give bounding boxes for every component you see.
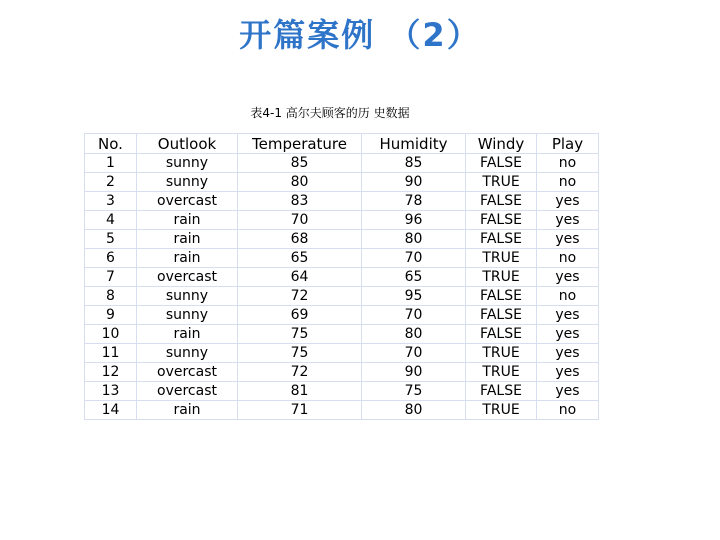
cell-humidity: 80: [362, 401, 466, 420]
cell-temperature: 75: [238, 325, 362, 344]
cell-outlook: rain: [137, 230, 238, 249]
cell-humidity: 80: [362, 325, 466, 344]
column-header-no: No.: [85, 134, 137, 154]
cell-outlook: overcast: [137, 268, 238, 287]
cell-humidity: 90: [362, 173, 466, 192]
cell-temperature: 65: [238, 249, 362, 268]
cell-play: yes: [537, 382, 599, 401]
table-row: [85, 173, 599, 192]
table-row: [85, 249, 599, 268]
cell-no: 10: [85, 325, 137, 344]
cell-play: yes: [537, 230, 599, 249]
cell-temperature: 72: [238, 287, 362, 306]
cell-outlook: overcast: [137, 363, 238, 382]
cell-humidity: 78: [362, 192, 466, 211]
cell-humidity: 85: [362, 154, 466, 173]
cell-temperature: 70: [238, 211, 362, 230]
cell-no: 8: [85, 287, 137, 306]
column-header-play: Play: [537, 134, 599, 154]
table-row: [85, 230, 599, 249]
cell-no: 12: [85, 363, 137, 382]
table-row: [85, 363, 599, 382]
cell-humidity: 95: [362, 287, 466, 306]
cell-windy: FALSE: [466, 192, 537, 211]
table-row: [85, 154, 599, 173]
cell-play: no: [537, 249, 599, 268]
table-header-row: [85, 134, 599, 154]
cell-temperature: 81: [238, 382, 362, 401]
cell-windy: TRUE: [466, 249, 537, 268]
cell-windy: TRUE: [466, 401, 537, 420]
cell-windy: FALSE: [466, 325, 537, 344]
cell-no: 6: [85, 249, 137, 268]
cell-humidity: 70: [362, 344, 466, 363]
cell-play: yes: [537, 325, 599, 344]
cell-play: no: [537, 173, 599, 192]
cell-play: yes: [537, 344, 599, 363]
cell-windy: FALSE: [466, 154, 537, 173]
cell-outlook: sunny: [137, 344, 238, 363]
cell-no: 4: [85, 211, 137, 230]
table-body: [85, 154, 599, 420]
cell-play: yes: [537, 192, 599, 211]
cell-windy: FALSE: [466, 306, 537, 325]
cell-no: 2: [85, 173, 137, 192]
cell-windy: FALSE: [466, 382, 537, 401]
column-header-humidity: Humidity: [362, 134, 466, 154]
cell-outlook: rain: [137, 401, 238, 420]
cell-outlook: sunny: [137, 306, 238, 325]
table-row: [85, 325, 599, 344]
cell-play: yes: [537, 306, 599, 325]
column-header-temperature: Temperature: [238, 134, 362, 154]
cell-temperature: 75: [238, 344, 362, 363]
cell-windy: FALSE: [466, 287, 537, 306]
cell-humidity: 96: [362, 211, 466, 230]
cell-windy: FALSE: [466, 230, 537, 249]
cell-play: no: [537, 287, 599, 306]
cell-no: 13: [85, 382, 137, 401]
cell-play: yes: [537, 363, 599, 382]
cell-humidity: 75: [362, 382, 466, 401]
cell-temperature: 64: [238, 268, 362, 287]
cell-temperature: 83: [238, 192, 362, 211]
cell-outlook: overcast: [137, 192, 238, 211]
cell-no: 5: [85, 230, 137, 249]
table-row: [85, 401, 599, 420]
cell-windy: TRUE: [466, 363, 537, 382]
cell-no: 11: [85, 344, 137, 363]
cell-windy: TRUE: [466, 173, 537, 192]
cell-play: yes: [537, 211, 599, 230]
cell-humidity: 70: [362, 306, 466, 325]
table-row: [85, 287, 599, 306]
cell-temperature: 71: [238, 401, 362, 420]
table-caption: 表4-1 高尔夫顾客的历 史数据: [250, 106, 410, 120]
slide-title: 开篇案例 （2）: [239, 16, 481, 54]
cell-temperature: 72: [238, 363, 362, 382]
column-header-outlook: Outlook: [137, 134, 238, 154]
column-header-windy: Windy: [466, 134, 537, 154]
table-row: [85, 268, 599, 287]
cell-no: 1: [85, 154, 137, 173]
cell-play: yes: [537, 268, 599, 287]
cell-outlook: sunny: [137, 173, 238, 192]
cell-windy: TRUE: [466, 344, 537, 363]
cell-windy: FALSE: [466, 211, 537, 230]
cell-humidity: 90: [362, 363, 466, 382]
table-row: [85, 306, 599, 325]
table-row: [85, 382, 599, 401]
cell-windy: TRUE: [466, 268, 537, 287]
cell-temperature: 85: [238, 154, 362, 173]
cell-outlook: sunny: [137, 154, 238, 173]
cell-outlook: rain: [137, 211, 238, 230]
cell-no: 3: [85, 192, 137, 211]
table-row: [85, 344, 599, 363]
cell-humidity: 80: [362, 230, 466, 249]
cell-temperature: 69: [238, 306, 362, 325]
golf-history-table: [84, 133, 599, 420]
cell-outlook: overcast: [137, 382, 238, 401]
cell-outlook: sunny: [137, 287, 238, 306]
cell-no: 7: [85, 268, 137, 287]
cell-play: no: [537, 401, 599, 420]
table-row: [85, 211, 599, 230]
cell-temperature: 80: [238, 173, 362, 192]
cell-play: no: [537, 154, 599, 173]
cell-no: 14: [85, 401, 137, 420]
cell-humidity: 70: [362, 249, 466, 268]
cell-humidity: 65: [362, 268, 466, 287]
table-row: [85, 192, 599, 211]
cell-outlook: rain: [137, 325, 238, 344]
cell-outlook: rain: [137, 249, 238, 268]
cell-no: 9: [85, 306, 137, 325]
cell-temperature: 68: [238, 230, 362, 249]
